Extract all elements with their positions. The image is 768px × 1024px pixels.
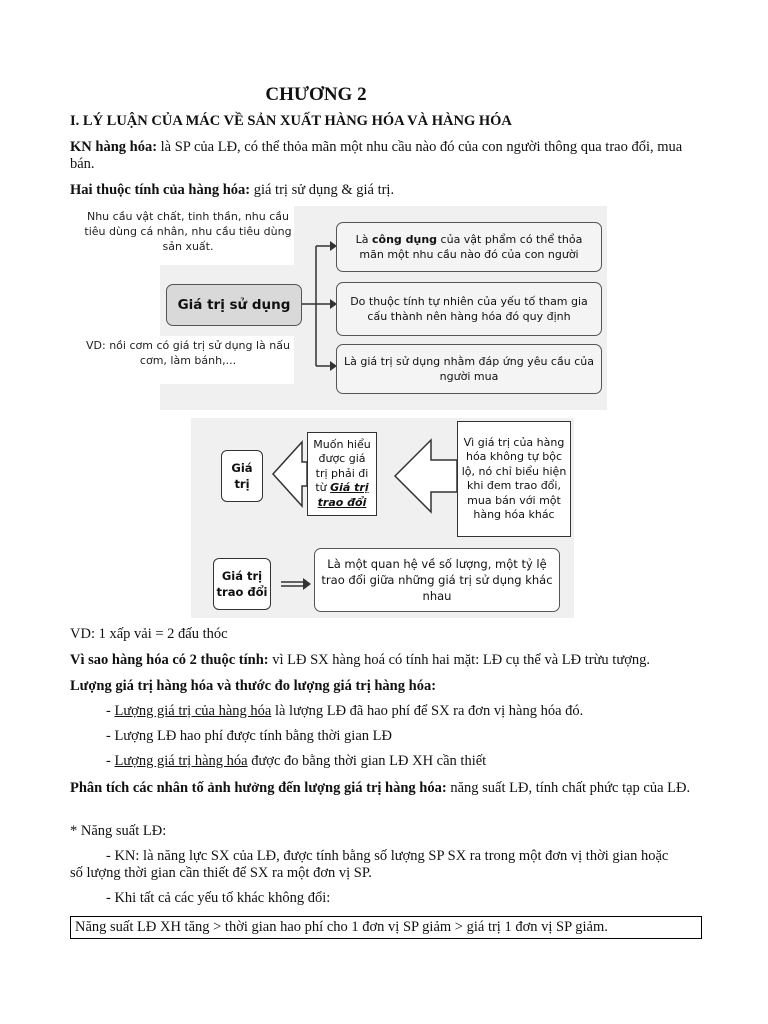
value-diagram [191,418,574,618]
example-line: VD: 1 xấp vải = 2 đấu thóc [70,626,228,642]
factors-label: Phân tích các nhân tố ảnh hưởng đến lượng giá trị hàng hóa: [70,780,447,796]
chapter-title: CHƯƠNG 2 [265,84,367,105]
section-heading: I. LÝ LUẬN CỦA MÁC VỀ SẢN XUẤT HÀNG HÓA VÀ HÀNG HÓA [70,113,512,129]
value-quantity-heading: Lượng giá trị hàng hóa và thước đo lượng giá trị hàng hóa: [70,678,437,694]
use-value-box: Giá trị sử dụng [166,284,302,326]
buyer-use-value-box: Là giá trị sử dụng nhằm đáp ứng yêu cầu của người mua [336,344,602,394]
productivity-definition-line1: - KN: là năng lực SX của LĐ, được tính bằng số lượng SP SX ra trong một đơn vị thời gian hoặc [106,848,669,864]
factors-text: năng suất LĐ, tính chất phức tạp của LĐ. [446,780,691,796]
natural-property-box: Do thuộc tính tự nhiên của yếu tố tham gia cấu thành nên hàng hóa đó quy định [336,282,602,336]
bullet-item: - Lượng giá trị hàng hóa được đo bằng thời gian LĐ XH cần thiết [106,753,487,769]
value-box: Giá trị [221,450,263,502]
bullet-item: - Lượng giá trị của hàng hóa là lượng LĐ đã hao phí để SX ra đơn vị hàng hóa đó. [106,703,584,719]
productivity-definition-line2: số lượng thời gian cần thiết để SX ra một đơn vị SP. [70,865,372,881]
why-text: vì LĐ SX hàng hoá có tính hai mặt: LĐ cụ thể và LĐ trừu tượng. [268,652,650,668]
two-attr-paragraph [70,182,702,199]
two-attr-text: giá trị sử dụng & giá trị. [250,182,395,198]
kn-label: KN hàng hóa: [70,139,158,155]
why-label: Vì sao hàng hóa có 2 thuộc tính: [70,652,269,668]
use-value-diagram [84,206,607,410]
factors-paragraph [70,780,702,797]
boxed-conclusion: Năng suất LĐ XH tăng > thời gian hao phí cho 1 đơn vị SP giảm > giá trị 1 đơn vị SP giảm. [70,916,702,939]
needs-note: Nhu cầu vật chất, tinh thần, nhu cầu tiêu dùng cá nhân, nhu cầu tiêu dùng sản xuất. [82,206,294,265]
productivity-heading: * Năng suất LĐ: [70,823,167,839]
exchange-value-route-box: Muốn hiểu được giá trị phải đi từ Giá trị trao đổi [307,432,377,516]
example-note: VD: nồi cơm có giá trị sử dụng là nấu cơm, làm bánh,... [82,336,294,384]
quantity-relation-box: Là một quan hệ về số lượng, một tỷ lệ trao đổi giữa những giá trị sử dụng khác nhau [314,548,560,612]
kn-paragraph [70,139,702,173]
conditions-line: - Khi tất cả các yếu tố khác không đổi: [106,890,331,906]
kn-text: là SP của LĐ, có thể thỏa mãn một nhu cầu nào đó của con người thông qua trao đổi, mua bán. [70,139,683,172]
exchange-value-box: Giá trị trao đổi [213,558,271,610]
two-attr-label: Hai thuộc tính của hàng hóa: [70,182,251,198]
use-value-definition-box: Là công dụng của vật phẩm có thể thỏa mãn một nhu cầu nào đó của con người [336,222,602,272]
bullet-item: - Lượng LĐ hao phí được tính bằng thời gian LĐ [106,728,392,744]
value-expression-box: Vì giá trị của hàng hóa không tự bộc lộ, nó chỉ biểu hiện khi đem trao đổi, mua bán với một hàng hóa khác [457,421,571,537]
why-paragraph [70,652,702,669]
